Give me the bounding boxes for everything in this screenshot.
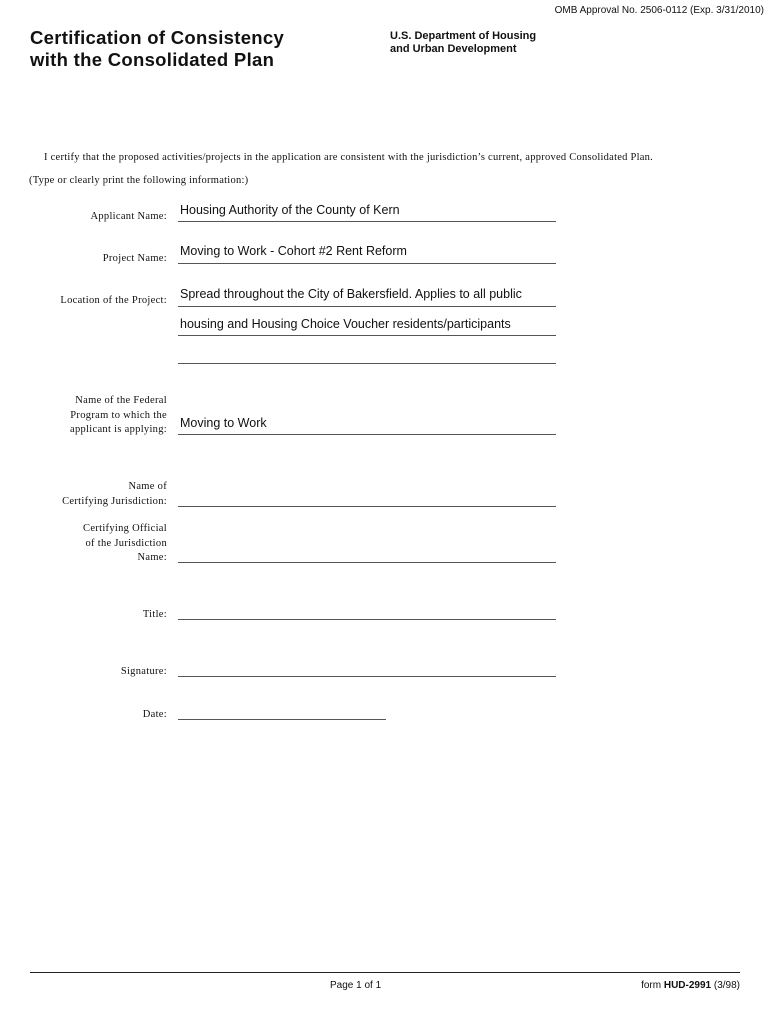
date-label: Date: [142, 709, 167, 720]
federal-program-field[interactable] [178, 434, 556, 435]
certifying-official-label [7, 522, 167, 566]
certifying-jurisdiction-label-line-2: Certifying Jurisdiction: [62, 495, 167, 507]
project-location-field-3[interactable] [178, 363, 556, 364]
certifying-official-name-field[interactable] [178, 562, 556, 563]
project-name-field[interactable] [178, 263, 556, 264]
certifying-jurisdiction-field[interactable] [178, 506, 556, 507]
date-field[interactable] [178, 719, 386, 720]
form-number-prefix: form [641, 980, 664, 991]
form-number-code: HUD-2991 [663, 980, 712, 991]
form-title [30, 27, 284, 71]
department-line-1: U.S. Department of Housing [390, 30, 537, 42]
project-location-value-line-1: Spread throughout the City of Bakersfield. Applies to all public [180, 287, 522, 301]
applicant-name-field[interactable] [178, 221, 556, 222]
official-title-label: Title: [142, 609, 167, 620]
department-name [390, 30, 536, 56]
project-location-field-1[interactable] [178, 306, 556, 307]
project-name-label: Project Name: [102, 253, 167, 264]
form-number-revision: (3/98) [711, 980, 740, 991]
federal-program-label-line-2: Program to which the [70, 409, 167, 421]
project-location-value-line-2: housing and Housing Choice Voucher residents/participants [180, 317, 511, 331]
footer-divider [30, 972, 740, 973]
certifying-official-label-line-1: Certifying Official [83, 523, 167, 534]
federal-program-label [7, 394, 167, 438]
certifying-jurisdiction-label-line-1: Name of [128, 481, 167, 492]
project-location-label: Location of the Project: [60, 295, 167, 306]
federal-program-label-line-1: Name of the Federal [75, 395, 167, 406]
department-line-2: and Urban Development [390, 43, 517, 55]
form-title-line-1: Certification of Consistency [30, 27, 285, 48]
certifying-official-label-line-2: of the Jurisdiction [85, 537, 167, 549]
certification-statement: I certify that the proposed activities/projects in the application are consistent with the jurisdiction’s current, approved Consolidated Plan. [44, 152, 654, 163]
official-title-field[interactable] [178, 619, 556, 620]
applicant-name-label: Applicant Name: [90, 211, 167, 222]
page-number: Page 1 of 1 [330, 980, 382, 991]
certifying-official-label-line-3: Name: [137, 552, 167, 563]
form-title-line-2: with the Consolidated Plan [30, 49, 275, 70]
form-number [641, 980, 740, 991]
signature-field[interactable] [178, 676, 556, 677]
project-name-value: Moving to Work - Cohort #2 Rent Reform [180, 244, 407, 258]
omb-approval-number: OMB Approval No. 2506-0112 (Exp. 3/31/2010) [554, 5, 764, 16]
instruction-text: (Type or clearly print the following information:) [29, 175, 249, 186]
federal-program-value: Moving to Work [180, 416, 267, 430]
applicant-name-value: Housing Authority of the County of Kern [180, 203, 400, 217]
federal-program-label-line-3: applicant is applying: [70, 424, 167, 435]
certifying-jurisdiction-label [7, 480, 167, 509]
project-location-field-2[interactable] [178, 335, 556, 336]
signature-label: Signature: [120, 666, 167, 677]
